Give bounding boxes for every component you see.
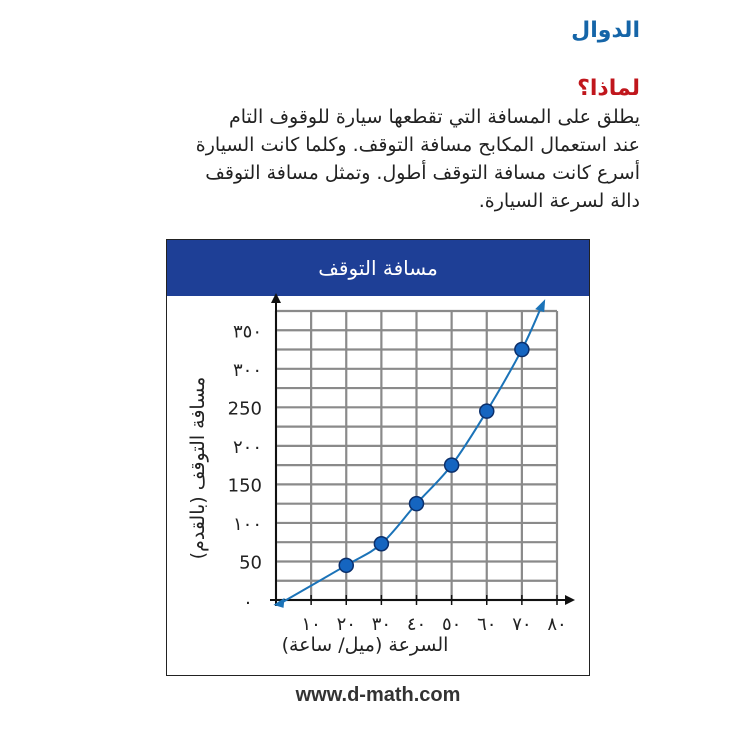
x-tick-label: ٧٠ (512, 614, 532, 635)
intro-line: عند استعمال المكابح مسافة التوقف. وكلما كانت السيارة (195, 134, 640, 156)
stopping-distance-chart (166, 239, 590, 676)
origin-label: ٠ (243, 592, 253, 613)
x-tick-label: ٢٠ (336, 614, 356, 635)
why-heading: لماذا؟ (577, 76, 640, 101)
intro-line: أسرع كانت مسافة التوقف أطول. وتمثل مسافة التوقف (205, 162, 640, 184)
y-tick-label: 50 (239, 552, 262, 574)
x-tick-label: ٣٠ (371, 614, 392, 635)
y-tick-label: 250 (227, 398, 262, 420)
x-tick-label: ٦٠ (477, 614, 497, 635)
y-axis-arrow (271, 293, 281, 303)
data-point (445, 458, 459, 472)
y-tick-label: ٢٠٠ (232, 436, 262, 458)
chart-title: مسافة التوقف (167, 240, 589, 296)
chart-axes (270, 293, 575, 606)
intro-line: يطلق على المسافة التي تقطعها سيارة للوقوف التام (228, 106, 640, 128)
y-tick-label: ٣٥٠ (232, 321, 262, 343)
data-point (480, 404, 494, 418)
function-curve (280, 307, 542, 604)
intro-paragraph (80, 103, 640, 215)
data-point (410, 497, 424, 511)
y-tick-label: ١٠٠ (232, 513, 262, 535)
y-tick-label: ٣٠٠ (232, 359, 262, 381)
data-point (339, 558, 353, 572)
chart-grid (276, 311, 557, 600)
footer-url: www.d-math.com (295, 684, 461, 706)
x-axis-label: السرعة (ميل/ ساعة) (281, 634, 449, 656)
x-tick-label: ٥٠ (441, 614, 462, 635)
data-point (374, 537, 388, 551)
section-title: الدوال (571, 18, 640, 43)
y-tick-label: 150 (227, 475, 262, 497)
data-point (515, 343, 529, 357)
x-axis-arrow (565, 595, 575, 605)
x-tick-label: ١٠ (301, 614, 321, 635)
x-tick-label: ٤٠ (406, 614, 427, 635)
chart-points (339, 343, 529, 573)
chart-plot (167, 240, 591, 677)
intro-line: دالة لسرعة السيارة. (478, 190, 640, 212)
x-tick-label: ٨٠ (547, 614, 567, 635)
y-axis-label: مسافة التوقف (بالقدم) (187, 376, 209, 560)
